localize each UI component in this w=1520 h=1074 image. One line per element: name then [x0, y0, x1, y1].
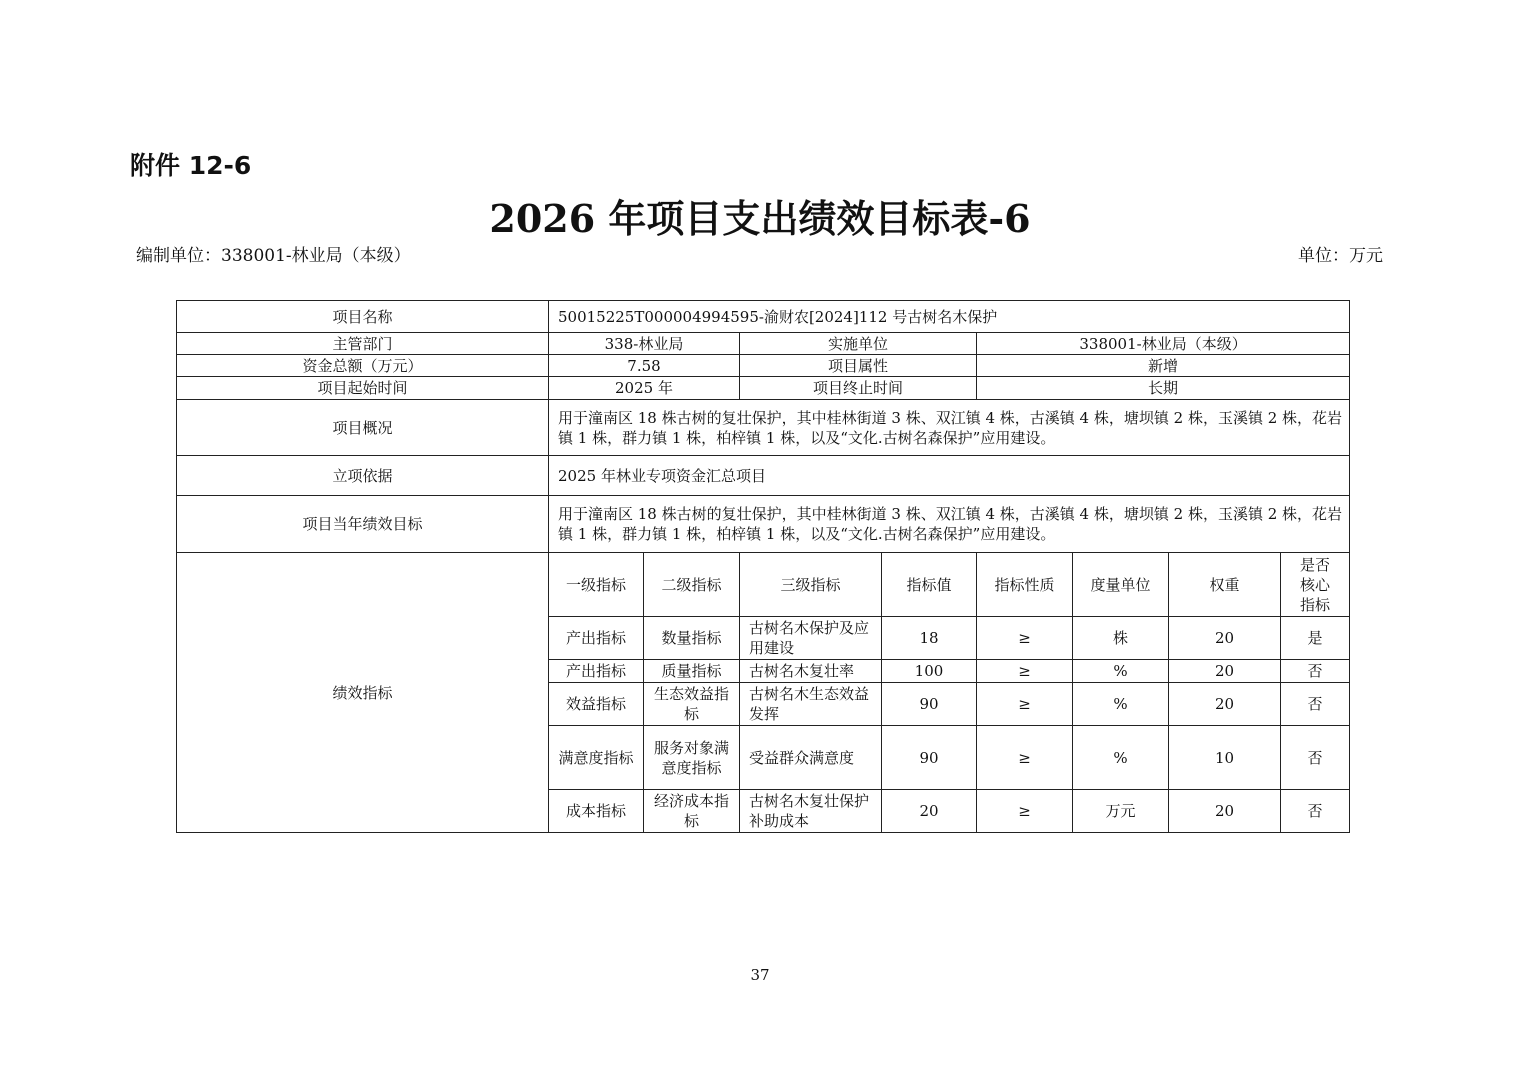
overview-value: 用于潼南区 18 株古树的复壮保护，其中桂林街道 3 株、双江镇 4 株，古溪镇 4 株，塘坝镇 2 株，玉溪镇 2 株，花岩镇 1 株，群力镇 1 株，柏梓镇 1 株，以及“文化.古树名森保护”应用建设。	[549, 400, 1350, 456]
overview-label: 项目概况	[177, 400, 549, 456]
basis-label: 立项依据	[177, 456, 549, 496]
unit-label: 单位：万元	[1298, 246, 1383, 266]
column-header: 一级指标	[549, 553, 644, 617]
basis-value: 2025 年林业专项资金汇总项目	[549, 456, 1350, 496]
core-cell: 是	[1281, 617, 1350, 660]
dept-value: 338-林业局	[549, 333, 740, 355]
performance-table	[176, 300, 1350, 833]
column-header: 是否核心指标	[1281, 553, 1350, 617]
page-number: 37	[750, 966, 770, 984]
core-cell: 否	[1281, 660, 1350, 683]
impl-value: 338001-林业局（本级）	[977, 333, 1350, 355]
column-header: 度量单位	[1073, 553, 1169, 617]
org-label: 编制单位：338001-林业局（本级）	[136, 246, 411, 266]
level1-cell: 效益指标	[549, 683, 644, 726]
indicators-section-label: 绩效指标	[177, 553, 549, 833]
level1-cell: 成本指标	[549, 790, 644, 833]
value-cell: 100	[882, 660, 977, 683]
nature-cell: ≥	[977, 726, 1073, 790]
weight-cell: 20	[1169, 790, 1281, 833]
table-row	[177, 333, 1350, 355]
unit-cell: 万元	[1073, 790, 1169, 833]
project-name-value: 50015225T000004994595-渝财农[2024]112 号古树名木保护	[549, 301, 1350, 333]
unit-cell: %	[1073, 660, 1169, 683]
column-header: 指标性质	[977, 553, 1073, 617]
unit-cell: 株	[1073, 617, 1169, 660]
column-header: 指标值	[882, 553, 977, 617]
level2-cell: 服务对象满意度指标	[644, 726, 740, 790]
level3-cell: 古树名木保护及应用建设	[740, 617, 882, 660]
dept-label: 主管部门	[177, 333, 549, 355]
attachment-label: 附件 12-6	[130, 151, 252, 180]
table-row	[177, 355, 1350, 377]
level1-cell: 产出指标	[549, 617, 644, 660]
value-cell: 20	[882, 790, 977, 833]
unit-cell: %	[1073, 726, 1169, 790]
column-header: 三级指标	[740, 553, 882, 617]
level1-cell: 产出指标	[549, 660, 644, 683]
column-header: 二级指标	[644, 553, 740, 617]
weight-cell: 10	[1169, 726, 1281, 790]
weight-cell: 20	[1169, 617, 1281, 660]
nature-cell: ≥	[977, 617, 1073, 660]
attr-label: 项目属性	[740, 355, 977, 377]
weight-cell: 20	[1169, 660, 1281, 683]
unit-cell: %	[1073, 683, 1169, 726]
table-row	[177, 496, 1350, 553]
level2-cell: 数量指标	[644, 617, 740, 660]
end-value: 长期	[977, 377, 1350, 400]
nature-cell: ≥	[977, 683, 1073, 726]
start-value: 2025 年	[549, 377, 740, 400]
level3-cell: 古树名木复壮保护补助成本	[740, 790, 882, 833]
level3-cell: 古树名木生态效益发挥	[740, 683, 882, 726]
level3-cell: 古树名木复壮率	[740, 660, 882, 683]
attr-value: 新增	[977, 355, 1350, 377]
column-header: 权重	[1169, 553, 1281, 617]
table-row	[177, 456, 1350, 496]
weight-cell: 20	[1169, 683, 1281, 726]
start-label: 项目起始时间	[177, 377, 549, 400]
table-row	[177, 377, 1350, 400]
core-cell: 否	[1281, 683, 1350, 726]
nature-cell: ≥	[977, 660, 1073, 683]
core-cell: 否	[1281, 790, 1350, 833]
level2-cell: 质量指标	[644, 660, 740, 683]
indicator-header-row	[177, 553, 1350, 617]
nature-cell: ≥	[977, 790, 1073, 833]
table-row	[177, 301, 1350, 333]
fund-label: 资金总额（万元）	[177, 355, 549, 377]
core-cell: 否	[1281, 726, 1350, 790]
fund-value: 7.58	[549, 355, 740, 377]
level1-cell: 满意度指标	[549, 726, 644, 790]
page-title: 2026 年项目支出绩效目标表-6	[489, 196, 1031, 241]
goal-label: 项目当年绩效目标	[177, 496, 549, 553]
table-row	[177, 400, 1350, 456]
level2-cell: 经济成本指标	[644, 790, 740, 833]
project-name-label: 项目名称	[177, 301, 549, 333]
value-cell: 90	[882, 726, 977, 790]
level3-cell: 受益群众满意度	[740, 726, 882, 790]
value-cell: 90	[882, 683, 977, 726]
level2-cell: 生态效益指标	[644, 683, 740, 726]
impl-label: 实施单位	[740, 333, 977, 355]
value-cell: 18	[882, 617, 977, 660]
end-label: 项目终止时间	[740, 377, 977, 400]
goal-value: 用于潼南区 18 株古树的复壮保护，其中桂林街道 3 株、双江镇 4 株，古溪镇 4 株，塘坝镇 2 株，玉溪镇 2 株，花岩镇 1 株，群力镇 1 株，柏梓镇 1 株，以及“文化.古树名森保护”应用建设。	[549, 496, 1350, 553]
